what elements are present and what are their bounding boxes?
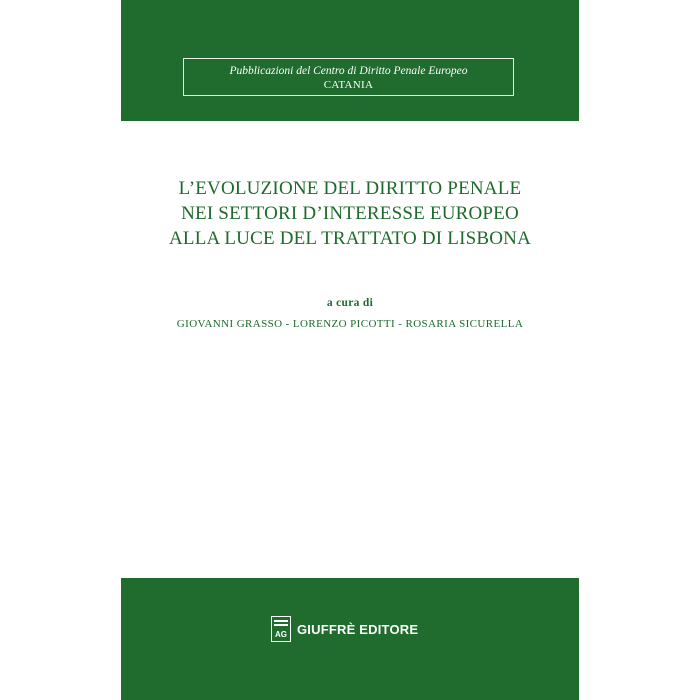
edited-by-label: a cura di (326, 297, 374, 309)
title-line: NEI SETTORI D’INTERESSE EUROPEO (181, 203, 519, 224)
publisher-name: GIUFFRÈ EDITORE (297, 621, 419, 637)
title-line: ALLA LUCE DEL TRATTATO DI LISBONA (168, 228, 531, 249)
logo-mark-text: AG (275, 630, 287, 639)
top-green-band (121, 0, 579, 121)
bottom-green-band (121, 578, 579, 700)
publisher-logo (271, 616, 418, 642)
series-box (183, 58, 514, 96)
editors-names: GIOVANNI GRASSO - LORENZO PICOTTI - ROSARIA SICURELLA (176, 318, 524, 330)
series-name: Pubblicazioni del Centro di Diritto Penale Europeo (229, 65, 468, 77)
book-title (121, 176, 579, 251)
title-line: L’EVOLUZIONE DEL DIRITTO PENALE (178, 178, 522, 199)
series-city: CATANIA (323, 79, 374, 91)
book-cover (121, 0, 579, 700)
publisher-logo-icon (271, 616, 291, 642)
